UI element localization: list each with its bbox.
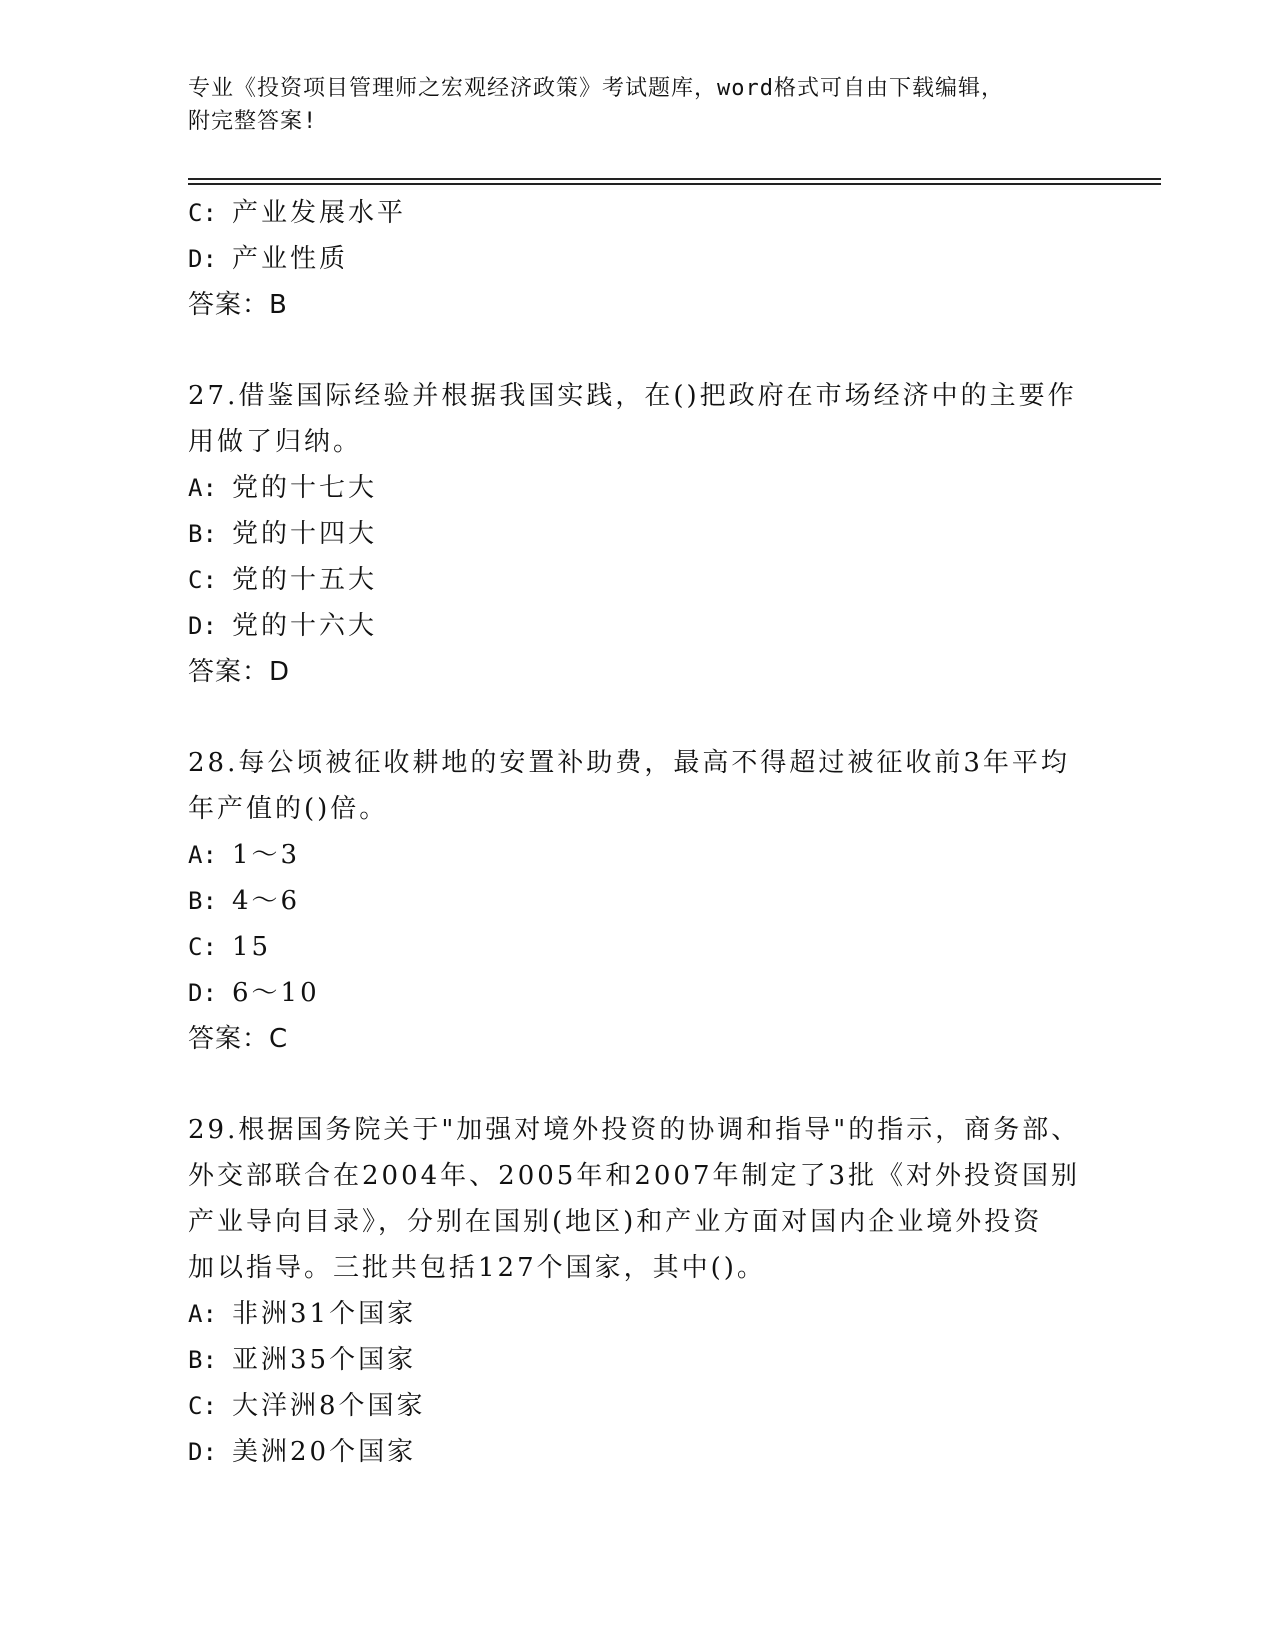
option-letter: C: [188,566,217,594]
question-content [188,190,1088,1475]
option-text: 6～10 [232,978,320,1008]
stem-line: 28.每公顷被征收耕地的安置补助费，最高不得超过被征收前3年平均 [188,748,1070,778]
option-b [188,511,1088,557]
question-stem [188,740,1088,832]
option-text: 1～3 [232,840,301,870]
option-c [188,190,1088,236]
option-text: 党的十六大 [232,611,378,641]
header-line-1: 专业《投资项目管理师之宏观经济政策》考试题库，word格式可自由下载编辑， [188,76,1004,101]
question-29 [188,1107,1088,1475]
option-text: 美洲20个国家 [232,1437,417,1467]
option-c [188,557,1088,603]
question-stem [188,1107,1088,1291]
option-letter: C: [188,933,217,961]
option-text: 党的十五大 [232,565,378,595]
header-divider-top [188,178,1161,180]
answer-line: 答案：D [188,657,291,687]
option-d [188,1429,1088,1475]
option-text: 党的十七大 [232,473,378,503]
option-a [188,1291,1088,1337]
question-28 [188,740,1088,1062]
option-d [188,970,1088,1016]
stem-line: 用做了归纳。 [188,427,363,457]
option-letter: B: [188,1346,217,1374]
stem-line: 年产值的()倍。 [188,794,389,824]
stem-line: 产业导向目录》，分别在国别(地区)和产业方面对国内企业境外投资 [188,1207,1043,1237]
option-letter: B: [188,887,217,915]
answer-line: 答案：C [188,1024,289,1054]
stem-line: 27.借鉴国际经验并根据我国实践，在()把政府在市场经济中的主要作 [188,381,1077,411]
header-line-2: 附完整答案! [188,109,318,134]
option-d [188,603,1088,649]
stem-line: 加以指导。三批共包括127个国家，其中()。 [188,1253,766,1283]
document-header [188,72,1068,138]
option-letter: A: [188,1300,217,1328]
option-text: 亚洲35个国家 [232,1345,417,1375]
option-text: 产业发展水平 [232,198,407,228]
option-b [188,1337,1088,1383]
option-c [188,1383,1088,1429]
option-b [188,878,1088,924]
stem-line: 29.根据国务院关于"加强对境外投资的协调和指导"的指示，商务部、 [188,1115,1081,1145]
question-stem [188,373,1088,465]
answer-line: 答案：B [188,290,288,320]
option-letter: C: [188,1392,217,1420]
option-text: 非洲31个国家 [232,1299,417,1329]
option-text: 4～6 [232,886,301,916]
header-divider-bottom [188,183,1161,185]
option-text: 党的十四大 [232,519,378,549]
option-letter: A: [188,841,217,869]
option-letter: C: [188,199,217,227]
option-a [188,832,1088,878]
question-26-tail [188,190,1088,328]
option-text: 产业性质 [232,244,349,274]
question-27 [188,373,1088,695]
option-text: 大洋洲8个国家 [232,1391,426,1421]
option-d [188,236,1088,282]
option-letter: D: [188,979,217,1007]
option-letter: D: [188,245,217,273]
option-a [188,465,1088,511]
option-text: 15 [232,932,272,962]
option-c [188,924,1088,970]
option-letter: D: [188,612,217,640]
stem-line: 外交部联合在2004年、2005年和2007年制定了3批《对外投资国别 [188,1161,1081,1191]
option-letter: A: [188,474,217,502]
option-letter: B: [188,520,217,548]
option-letter: D: [188,1438,217,1466]
